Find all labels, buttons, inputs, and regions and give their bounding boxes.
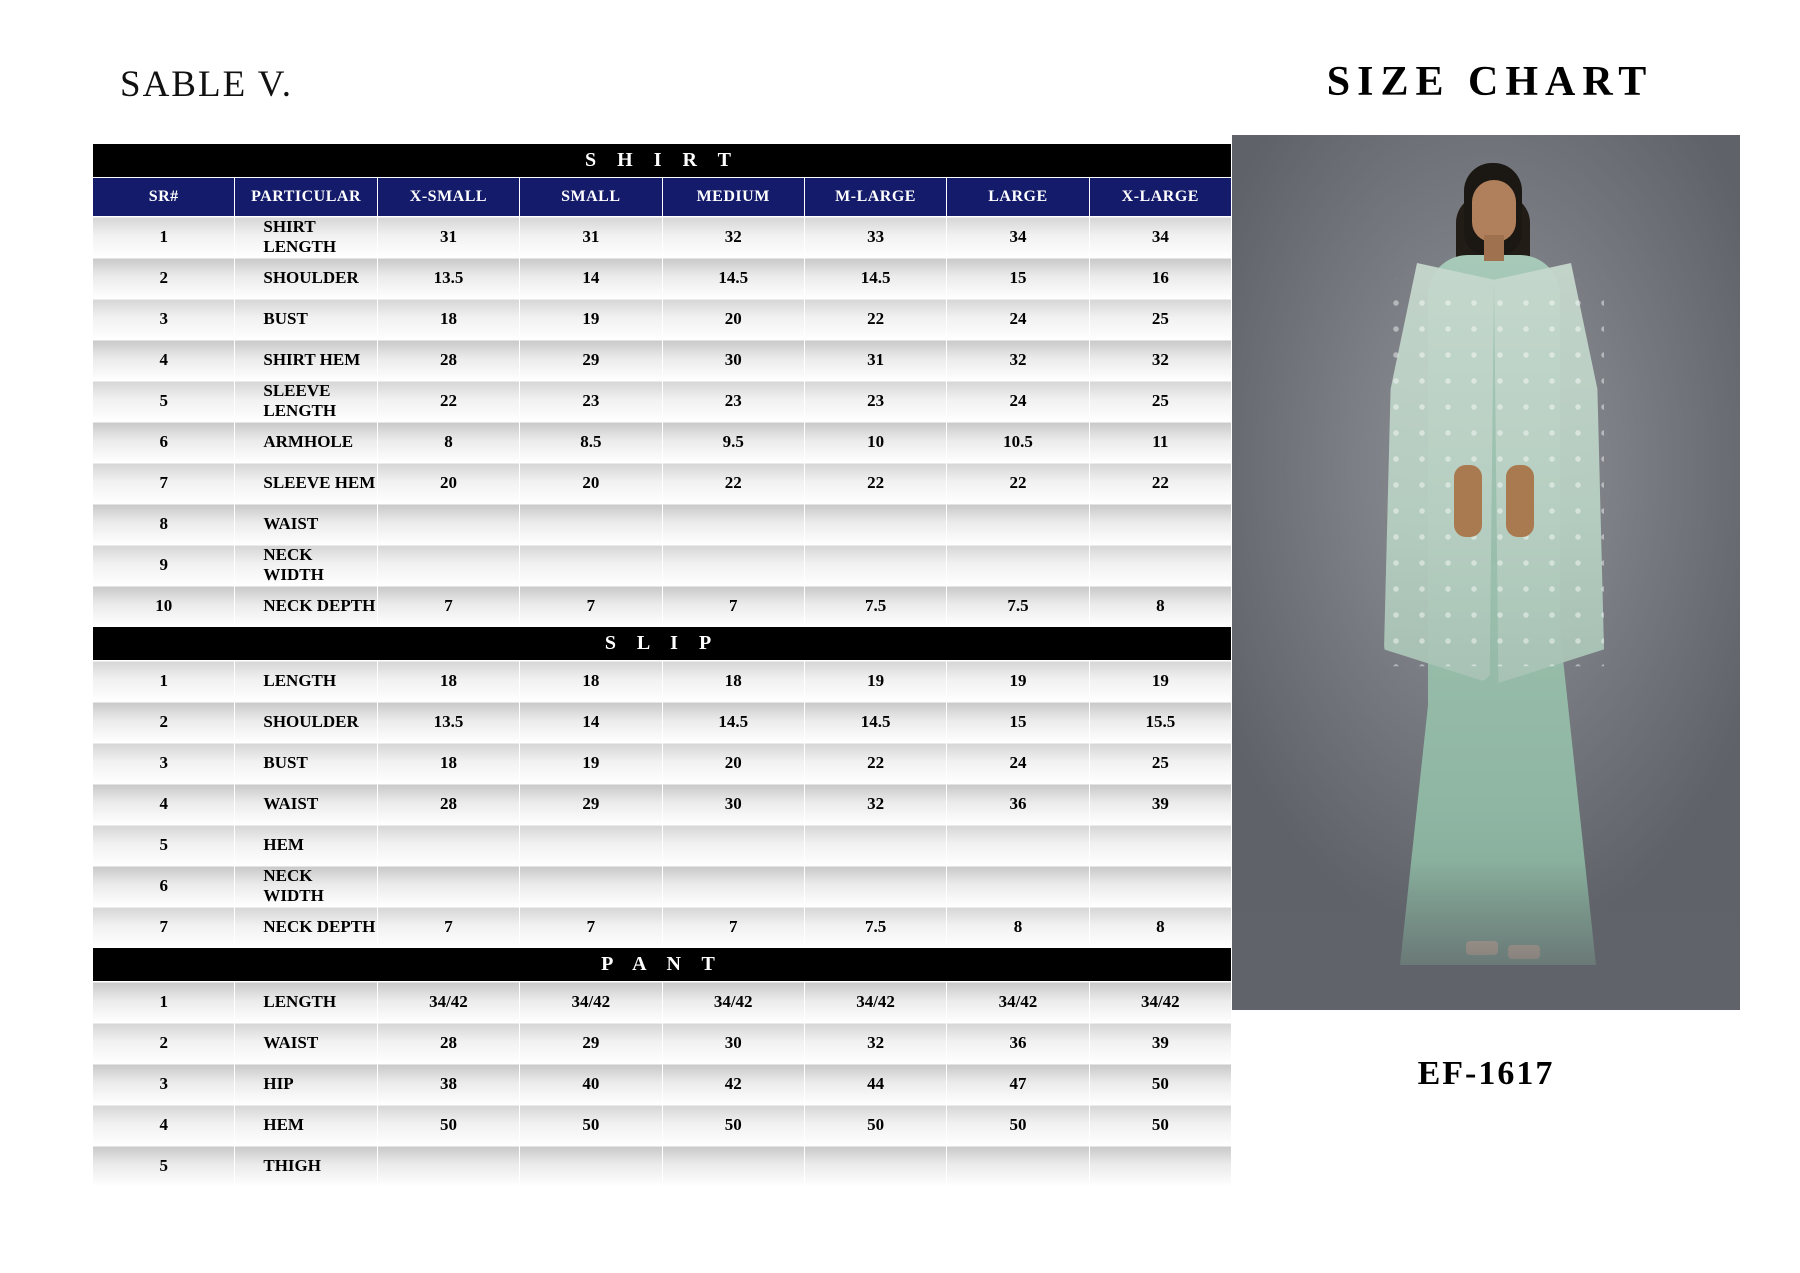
measurement-cell: 32 — [804, 1023, 946, 1064]
column-header: SMALL — [520, 178, 662, 217]
measurement-cell — [1089, 504, 1231, 545]
row-number: 5 — [93, 1146, 235, 1187]
measurement-cell — [1089, 1146, 1231, 1187]
measurement-cell: 20 — [662, 299, 804, 340]
section-band — [93, 627, 1232, 661]
measurement-cell: 19 — [520, 743, 662, 784]
table-row — [93, 422, 1232, 463]
row-number: 5 — [93, 381, 235, 422]
photo-floor-gradient — [1232, 860, 1740, 1010]
measurement-cell: 7 — [377, 907, 519, 948]
section-band-label: S H I R T — [93, 144, 1232, 178]
page-header — [0, 0, 1800, 140]
measurement-cell: 32 — [1089, 340, 1231, 381]
measurement-cell: 14 — [520, 702, 662, 743]
measurement-cell: 34/42 — [662, 982, 804, 1023]
row-number: 7 — [93, 907, 235, 948]
measurement-cell: 19 — [947, 661, 1089, 702]
measurement-cell — [804, 866, 946, 907]
measurement-cell — [377, 825, 519, 866]
measurement-cell — [662, 545, 804, 586]
measurement-cell: 7 — [662, 586, 804, 627]
measurement-cell: 39 — [1089, 784, 1231, 825]
model-neck — [1484, 235, 1504, 261]
measurement-cell: 22 — [662, 463, 804, 504]
measurement-cell: 18 — [662, 661, 804, 702]
measurement-cell: 42 — [662, 1064, 804, 1105]
measurement-cell — [1089, 825, 1231, 866]
measurement-cell: 22 — [377, 381, 519, 422]
row-number: 2 — [93, 258, 235, 299]
row-number: 4 — [93, 340, 235, 381]
measurement-cell: 7 — [377, 586, 519, 627]
table-row — [93, 1146, 1232, 1187]
section-band-label: P A N T — [93, 948, 1232, 982]
row-particular: HIP — [235, 1064, 377, 1105]
measurement-cell: 23 — [520, 381, 662, 422]
measurement-cell: 34/42 — [377, 982, 519, 1023]
measurement-cell: 31 — [377, 217, 519, 258]
page-title: SIZE CHART — [1326, 59, 1654, 105]
measurement-cell: 20 — [662, 743, 804, 784]
row-number: 2 — [93, 702, 235, 743]
section-band — [93, 144, 1232, 178]
row-number: 1 — [93, 982, 235, 1023]
measurement-cell: 44 — [804, 1064, 946, 1105]
table-row — [93, 661, 1232, 702]
measurement-cell — [520, 825, 662, 866]
model-arm-right — [1506, 465, 1534, 537]
measurement-cell: 30 — [662, 1023, 804, 1064]
measurement-cell: 30 — [662, 784, 804, 825]
measurement-cell: 34 — [1089, 217, 1231, 258]
brand-logo: SABLE V. — [120, 64, 293, 105]
row-number: 3 — [93, 1064, 235, 1105]
row-particular: WAIST — [235, 504, 377, 545]
measurement-cell: 29 — [520, 1023, 662, 1064]
measurement-cell: 13.5 — [377, 258, 519, 299]
measurement-cell: 29 — [520, 784, 662, 825]
table-row — [93, 982, 1232, 1023]
measurement-cell — [947, 825, 1089, 866]
row-particular: WAIST — [235, 1023, 377, 1064]
row-number: 5 — [93, 825, 235, 866]
measurement-cell: 10 — [804, 422, 946, 463]
measurement-cell: 8 — [1089, 907, 1231, 948]
measurement-cell: 34/42 — [1089, 982, 1231, 1023]
lace-texture — [1384, 263, 1604, 683]
measurement-cell: 10.5 — [947, 422, 1089, 463]
table-row — [93, 1105, 1232, 1146]
measurement-cell — [1089, 545, 1231, 586]
measurement-cell: 19 — [520, 299, 662, 340]
measurement-cell: 50 — [1089, 1064, 1231, 1105]
row-number: 6 — [93, 422, 235, 463]
table-row — [93, 463, 1232, 504]
row-number: 9 — [93, 545, 235, 586]
measurement-cell — [662, 1146, 804, 1187]
column-header: LARGE — [947, 178, 1089, 217]
row-particular: NECK WIDTH — [235, 866, 377, 907]
measurement-cell: 24 — [947, 299, 1089, 340]
table-row — [93, 217, 1232, 258]
measurement-cell: 8 — [1089, 586, 1231, 627]
table-row — [93, 784, 1232, 825]
measurement-cell: 20 — [520, 463, 662, 504]
model-arm-left — [1454, 465, 1482, 537]
measurement-cell: 14.5 — [662, 258, 804, 299]
table-row — [93, 258, 1232, 299]
row-particular: BUST — [235, 743, 377, 784]
row-particular: WAIST — [235, 784, 377, 825]
measurement-cell: 32 — [947, 340, 1089, 381]
measurement-cell: 23 — [662, 381, 804, 422]
row-particular: SHIRT HEM — [235, 340, 377, 381]
measurement-cell — [377, 545, 519, 586]
row-number: 8 — [93, 504, 235, 545]
product-photo-panel — [1232, 135, 1740, 1150]
row-particular: BUST — [235, 299, 377, 340]
column-header: M-LARGE — [804, 178, 946, 217]
measurement-cell — [947, 866, 1089, 907]
table-row — [93, 299, 1232, 340]
measurement-cell — [520, 545, 662, 586]
measurement-cell: 7 — [520, 907, 662, 948]
measurement-cell: 28 — [377, 340, 519, 381]
measurement-cell — [662, 504, 804, 545]
table-header-row — [93, 178, 1232, 217]
column-header: SR# — [93, 178, 235, 217]
measurement-cell: 11 — [1089, 422, 1231, 463]
measurement-cell — [804, 1146, 946, 1187]
row-particular: NECK DEPTH — [235, 907, 377, 948]
measurement-cell: 34/42 — [804, 982, 946, 1023]
section-band-label: S L I P — [93, 627, 1232, 661]
measurement-cell: 18 — [377, 661, 519, 702]
model-face — [1472, 180, 1516, 242]
measurement-cell: 22 — [804, 743, 946, 784]
table-row — [93, 381, 1232, 422]
measurement-cell: 50 — [1089, 1105, 1231, 1146]
row-number: 6 — [93, 866, 235, 907]
measurement-cell: 7 — [662, 907, 804, 948]
measurement-cell: 39 — [1089, 1023, 1231, 1064]
table-row — [93, 907, 1232, 948]
measurement-cell — [804, 504, 946, 545]
row-particular: NECK DEPTH — [235, 586, 377, 627]
row-particular: SLEEVE HEM — [235, 463, 377, 504]
column-header: X-SMALL — [377, 178, 519, 217]
measurement-cell: 22 — [804, 463, 946, 504]
table-row — [93, 545, 1232, 586]
table-row — [93, 825, 1232, 866]
measurement-cell: 8 — [377, 422, 519, 463]
row-particular: LENGTH — [235, 982, 377, 1023]
measurement-cell: 16 — [1089, 258, 1231, 299]
measurement-cell: 7.5 — [804, 907, 946, 948]
measurement-cell: 25 — [1089, 299, 1231, 340]
column-header: PARTICULAR — [235, 178, 377, 217]
row-particular: LENGTH — [235, 661, 377, 702]
measurement-cell: 7.5 — [804, 586, 946, 627]
column-header: MEDIUM — [662, 178, 804, 217]
row-particular: ARMHOLE — [235, 422, 377, 463]
product-code: EF-1617 — [1417, 1055, 1555, 1092]
measurement-cell: 50 — [377, 1105, 519, 1146]
measurement-cell — [520, 1146, 662, 1187]
measurement-cell: 14.5 — [662, 702, 804, 743]
measurement-cell: 34/42 — [947, 982, 1089, 1023]
measurement-cell: 32 — [662, 217, 804, 258]
measurement-cell: 22 — [1089, 463, 1231, 504]
measurement-cell — [520, 504, 662, 545]
measurement-cell: 15 — [947, 258, 1089, 299]
row-particular: NECK WIDTH — [235, 545, 377, 586]
measurement-cell: 8.5 — [520, 422, 662, 463]
measurement-cell: 20 — [377, 463, 519, 504]
table-row — [93, 702, 1232, 743]
measurement-cell — [804, 825, 946, 866]
table-row — [93, 743, 1232, 784]
measurement-cell: 22 — [804, 299, 946, 340]
measurement-cell: 47 — [947, 1064, 1089, 1105]
measurement-cell: 18 — [377, 299, 519, 340]
measurement-cell: 30 — [662, 340, 804, 381]
row-number: 10 — [93, 586, 235, 627]
measurement-cell: 7.5 — [947, 586, 1089, 627]
row-particular: THIGH — [235, 1146, 377, 1187]
measurement-cell: 15.5 — [1089, 702, 1231, 743]
measurement-cell — [804, 545, 946, 586]
measurement-cell: 34/42 — [520, 982, 662, 1023]
measurement-cell: 50 — [520, 1105, 662, 1146]
row-particular: SLEEVE LENGTH — [235, 381, 377, 422]
row-number: 3 — [93, 743, 235, 784]
table-row — [93, 340, 1232, 381]
measurement-cell — [377, 504, 519, 545]
measurement-cell — [947, 1146, 1089, 1187]
table-row — [93, 504, 1232, 545]
size-tables — [92, 143, 1232, 1187]
table-row — [93, 1064, 1232, 1105]
measurement-cell: 24 — [947, 743, 1089, 784]
column-header: X-LARGE — [1089, 178, 1231, 217]
measurement-cell: 40 — [520, 1064, 662, 1105]
row-number: 1 — [93, 661, 235, 702]
measurement-cell: 19 — [804, 661, 946, 702]
measurement-cell: 7 — [520, 586, 662, 627]
measurement-cell: 15 — [947, 702, 1089, 743]
measurement-cell: 28 — [377, 1023, 519, 1064]
row-particular: SHIRT LENGTH — [235, 217, 377, 258]
measurement-cell: 14.5 — [804, 258, 946, 299]
measurements-table — [92, 143, 1232, 1187]
measurement-cell: 36 — [947, 784, 1089, 825]
measurement-cell: 50 — [947, 1105, 1089, 1146]
table-row — [93, 866, 1232, 907]
measurement-cell: 25 — [1089, 743, 1231, 784]
row-number: 7 — [93, 463, 235, 504]
measurement-cell: 34 — [947, 217, 1089, 258]
measurement-cell — [377, 1146, 519, 1187]
measurement-cell: 14 — [520, 258, 662, 299]
measurement-cell — [520, 866, 662, 907]
measurement-cell — [377, 866, 519, 907]
row-number: 4 — [93, 1105, 235, 1146]
row-number: 4 — [93, 784, 235, 825]
section-band — [93, 948, 1232, 982]
table-row — [93, 586, 1232, 627]
measurement-cell: 25 — [1089, 381, 1231, 422]
measurement-cell: 18 — [377, 743, 519, 784]
measurement-cell: 38 — [377, 1064, 519, 1105]
measurement-cell: 8 — [947, 907, 1089, 948]
measurement-cell: 28 — [377, 784, 519, 825]
row-particular: SHOULDER — [235, 702, 377, 743]
row-particular: HEM — [235, 825, 377, 866]
measurement-cell: 29 — [520, 340, 662, 381]
measurement-cell: 18 — [520, 661, 662, 702]
measurement-cell: 23 — [804, 381, 946, 422]
measurement-cell: 22 — [947, 463, 1089, 504]
measurement-cell: 14.5 — [804, 702, 946, 743]
row-particular: HEM — [235, 1105, 377, 1146]
measurement-cell — [947, 545, 1089, 586]
measurement-cell: 24 — [947, 381, 1089, 422]
measurement-cell: 50 — [804, 1105, 946, 1146]
table-row — [93, 1023, 1232, 1064]
measurement-cell: 19 — [1089, 661, 1231, 702]
measurement-cell: 33 — [804, 217, 946, 258]
measurement-cell: 50 — [662, 1105, 804, 1146]
measurement-cell: 36 — [947, 1023, 1089, 1064]
row-number: 2 — [93, 1023, 235, 1064]
measurement-cell: 31 — [520, 217, 662, 258]
row-number: 1 — [93, 217, 235, 258]
measurement-cell: 32 — [804, 784, 946, 825]
measurement-cell: 9.5 — [662, 422, 804, 463]
row-number: 3 — [93, 299, 235, 340]
model-photo — [1232, 135, 1740, 1010]
measurement-cell: 31 — [804, 340, 946, 381]
measurement-cell — [662, 825, 804, 866]
measurement-cell: 13.5 — [377, 702, 519, 743]
measurement-cell — [662, 866, 804, 907]
measurement-cell — [947, 504, 1089, 545]
measurement-cell — [1089, 866, 1231, 907]
row-particular: SHOULDER — [235, 258, 377, 299]
